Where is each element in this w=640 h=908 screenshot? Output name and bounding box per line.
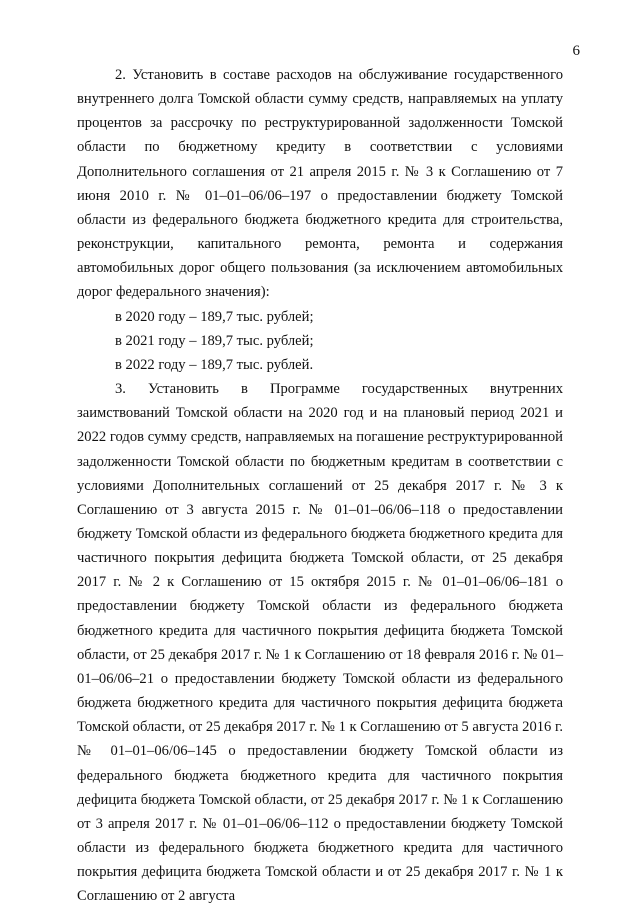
amount-2021: в 2021 году – 189,7 тыс. рублей; xyxy=(115,332,314,349)
page-number: 6 xyxy=(572,43,580,59)
document-body xyxy=(77,63,563,908)
amount-2022: в 2022 году – 189,7 тыс. рублей. xyxy=(115,356,314,373)
paragraph-2: 2. Установить в составе расходов на обслуживание государственного внутреннего долга Томской области сумму средств, направляемых на уплату процентов за рассрочку по реструктурированной задолженности Томской области по бюджетному кредиту в соответствии с условиями Дополнительного соглашения от 21 апреля 2015 г. № 3 к Соглашению от 7 июня 2010 г. № 01–01–06/06–197 о предоставлении бюджету Томской области из федерального бюджета бюджетного кредита для строительства, реконструкции, капитального ремонта, ремонта и содержания автомобильных дорог общего пользования (за исключением автомобильных дорог федерального значения): xyxy=(77,67,563,301)
amount-2020: в 2020 году – 189,7 тыс. рублей; xyxy=(115,308,314,325)
paragraph-3: 3. Установить в Программе государственных внутренних заимствований Томской области на 2020 год и на плановый период 2021 и 2022 годов сумму средств, направляемых на погашение реструктурированной задолженности Томской области по бюджетным кредитам в соответствии с условиями Дополнительных соглашений от 25 декабря 2017 г. № 3 к Соглашению от 3 августа 2015 г. № 01–01–06/06–118 о предоставлении бюджету Томской области из федерального бюджета бюджетного кредита для частичного покрытия дефицита бюджета Томской области, от 25 декабря 2017 г. № 2 к Соглашению от 15 октября 2015 г. № 01–01–06/06–181 о предоставлении бюджету Томской области из федерального бюджета бюджетного кредита для частичного покрытия дефицита бюджета Томской области, от 25 декабря 2017 г. № 1 к Соглашению от 18 февраля 2016 г. № 01–01–06/06–21 о предоставлении бюджету Томской области из федерального бюджета бюджетного кредита для частичного покрытия дефицита бюджета Томской области, от 25 декабря 2017 г. № 1 к Соглашению от 5 августа 2016 г. № 01–01–06/06–145 о предоставлении бюджету Томской области из федерального бюджета бюджетного кредита для частичного покрытия дефицита бюджета Томской области, от 25 декабря 2017 г. № 1 к Соглашению от 3 апреля 2017 г. № 01–01–06/06–112 о предоставлении бюджету Томской области из федерального бюджета бюджетного кредита для частичного покрытия дефицита бюджета Томской области и от 25 декабря 2017 г. № 1 к Соглашению от 2 августа xyxy=(77,381,563,905)
